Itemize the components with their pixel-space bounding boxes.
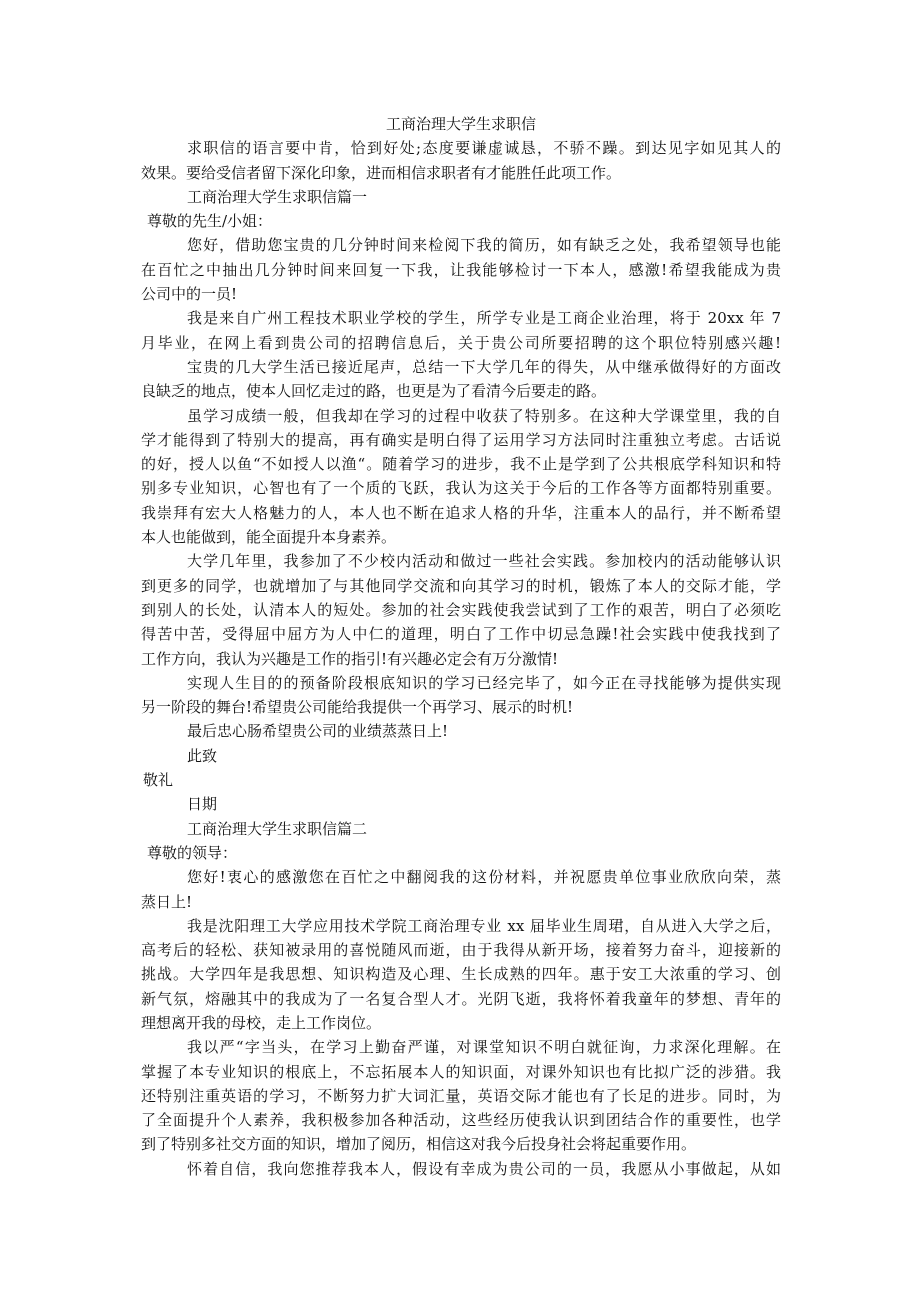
text-line: 学才能得到了特别大的提高，再有确实是明白得了运用学习方法同时注重独立考虑。古话说 — [141, 430, 781, 449]
text-line: 的好，授人以鱼“不如授人以渔“。随着学习的进步，我不止是学到了公共根底学科知识和特 — [141, 455, 781, 474]
text-line: 了全面提升个人素养，我积极参加各种活动，这些经历使我认识到团结合作的重要性，也学 — [141, 1111, 781, 1130]
salutation: 尊敬的领导： — [147, 843, 238, 862]
text-line: 本人也能做到，能全面提升本身素养。 — [141, 528, 397, 547]
date-line: 日期 — [187, 795, 218, 814]
section-heading: 工商治理大学生求职信篇二 — [187, 819, 368, 838]
text-line: 您好，借助您宝贵的几分钟时间来检阅下我的简历，如有缺乏之处，我希望领导也能 — [187, 236, 781, 255]
text-line: 到了特别多社交方面的知识，增加了阅历，相信这对我今后投身社会将起重要作用。 — [141, 1135, 697, 1154]
text-line: 理想离开我的母校，走上工作岗位。 — [141, 1013, 382, 1032]
text-line: 得苦中苦，受得屈中屈方为人中仁的道理，明白了工作中切忌急躁!社会实践中使我找到了 — [141, 625, 781, 644]
text-line: 实现人生目的的预备阶段根底知识的学习已经完毕了，如今正在寻找能够为提供实现 — [187, 673, 781, 692]
text-line: 新气氛，熔融其中的我成为了一名复合型人才。光阴飞逝，我将怀着我童年的梦想、青年的 — [141, 989, 781, 1008]
text-line: 良缺乏的地点，使本人回忆走过的路，也更是为了看清今后要走的路。 — [141, 382, 607, 401]
text-line: 效果。要给受信者留下深化印象，进而相信求职者有才能胜任此项工作。 — [141, 163, 622, 182]
salutation: 尊敬的先生/小姐： — [147, 212, 273, 231]
text-line: 高考后的轻松、获知被录用的喜悦随风而逝，由于我得从新开场，接着努力奋斗，迎接新的 — [141, 941, 781, 960]
text-line: 大学几年里，我参加了不少校内活动和做过一些社会实践。参加校内的活动能够认识 — [187, 552, 781, 571]
text-line: 在百忙之中抽出几分钟时间来回复一下我，让我能够检讨一下本人，感激!希望我能成为贵 — [141, 260, 781, 279]
text-line: 我崇拜有宏大人格魅力的人，本人也不断在追求人格的升华，注重本人的品行，并不断希望 — [141, 503, 781, 522]
document-title: 工商治理大学生求职信 — [385, 115, 536, 133]
text-line: 工作方向，我认为兴趣是工作的指引!有兴趣必定会有万分激情! — [141, 649, 559, 668]
text-line: 月毕业，在网上看到贵公司的招聘信息后，关于贵公司所要招聘的这个职位特别感兴趣! — [141, 333, 781, 352]
text-line: 我是来自广州工程技术职业学校的学生，所学专业是工商企业治理，将于 20xx 年 7 — [187, 309, 781, 328]
text-line: 宝贵的几大学生活已接近尾声，总结一下大学几年的得失，从中继承做得好的方面改 — [187, 357, 781, 376]
text-line: 我是沈阳理工大学应用技术学院工商治理专业 xx 届毕业生周珺，自从进入大学之后， — [187, 916, 781, 935]
text-line: 到更多的同学，也就增加了与其他同学交流和向其学习的时机，锻炼了本人的交际才能，学 — [141, 576, 781, 595]
text-line: 掌握了本专业知识的根底上，不忘拓展本人的知识面，对课外知识也有比拟广泛的涉猎。我 — [141, 1062, 781, 1081]
text-line: 虽学习成绩一般，但我却在学习的过程中收获了特别多。在这种大学课堂里，我的自 — [187, 406, 781, 425]
closing-line: 敬礼 — [143, 771, 174, 790]
document-page — [141, 112, 781, 1181]
text-line: 别多专业知识，心智也有了一个质的飞跃，我认为这关于今后的工作各等方面都特别重要。 — [141, 479, 781, 498]
text-line: 求职信的语言要中肯，恰到好处;态度要谦虚诚恳，不骄不躁。到达见字如见其人的 — [187, 139, 781, 158]
text-line: 怀着自信，我向您推荐我本人，假设有幸成为贵公司的一员，我愿从小事做起，从如 — [187, 1159, 781, 1178]
text-line: 您好!衷心的感激您在百忙之中翻阅我的这份材料，并祝愿贵单位事业欣欣向荣，蒸 — [187, 868, 781, 887]
text-line: 我以严“字当头，在学习上勤奋严谨，对课堂知识不明白就征询，力求深化理解。在 — [187, 1038, 781, 1057]
text-line: 还特别注重英语的学习，不断努力扩大词汇量，英语交际才能也有了长足的进步。同时，为 — [141, 1086, 781, 1105]
section-heading: 工商治理大学生求职信篇一 — [187, 187, 368, 206]
text-line: 挑战。大学四年是我思想、知识构造及心理、生长成熟的四年。惠于安工大浓重的学习、创 — [141, 965, 781, 984]
text-line: 蒸日上! — [141, 892, 193, 911]
closing-line: 此致 — [187, 746, 218, 765]
text-line: 到别人的长处，认清本人的短处。参加的社会实践使我尝试到了工作的艰苦，明白了必须吃 — [141, 600, 781, 619]
text-line: 公司中的一员! — [141, 285, 238, 304]
text-line: 最后忠心肠希望贵公司的业绩蒸蒸日上! — [187, 722, 449, 741]
text-line: 另一阶段的舞台!希望贵公司能给我提供一个再学习、展示的时机! — [141, 698, 574, 717]
